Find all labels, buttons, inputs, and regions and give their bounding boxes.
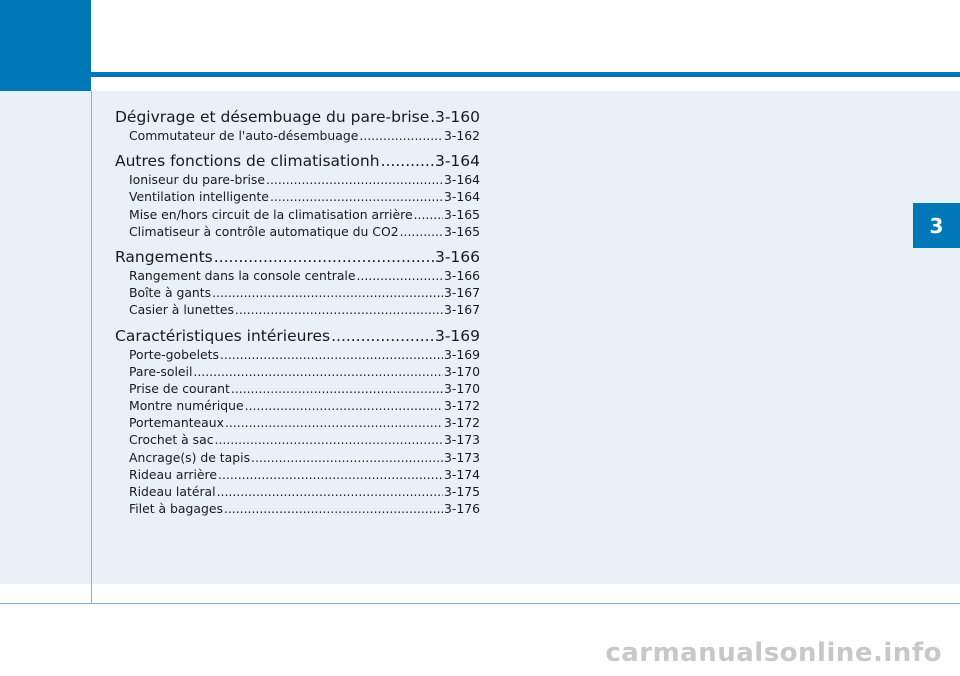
toc-item-page: 3-173 [443,449,480,465]
toc-item-title: Ventilation intelligente [129,189,269,205]
toc-section-title: Dégivrage et désembuage du pare-brise [115,108,430,126]
toc-leader [356,267,443,284]
toc-section-page: 3-166 [434,247,480,266]
toc-section-page: 3-164 [434,152,480,171]
table-of-contents [115,108,480,517]
toc-item-title: Rangement dans la console centrale [129,267,356,283]
margin-rule [91,91,92,603]
toc-item[interactable] [129,449,480,466]
toc-leader [224,500,443,517]
toc-section-page: 3-160 [434,108,480,126]
toc-item[interactable] [129,363,480,380]
toc-leader [414,206,443,223]
toc-item[interactable] [129,267,480,284]
toc-item-title: Portemanteaux [129,415,224,431]
toc-section-page: 3-169 [434,326,480,345]
toc-item[interactable] [129,188,480,205]
toc-item-title: Ancrage(s) de tapis [129,449,251,465]
toc-item-page: 3-164 [443,172,480,188]
toc-item[interactable] [129,171,480,188]
toc-item-page: 3-172 [443,398,480,414]
toc-item[interactable] [129,223,480,240]
toc-leader [214,248,434,267]
toc-item[interactable] [129,414,480,431]
toc-leader [215,431,443,448]
toc-item-page: 3-170 [443,363,480,379]
toc-section-title: Caractéristiques intérieures [115,326,331,345]
watermark: carmanualsonline.info [605,638,942,668]
toc-item-title: Filet à bagages [129,501,223,517]
toc-item-title: Casier à lunettes [129,302,234,318]
toc-section-title: Rangements [115,247,213,266]
toc-section[interactable] [115,152,480,171]
toc-item-title: Montre numérique [129,398,244,414]
toc-leader [235,301,443,318]
toc-item-title: Climatiseur à contrôle automatique du CO2 [129,223,399,239]
toc-item-page: 3-172 [443,415,480,431]
toc-item[interactable] [129,206,480,223]
toc-leader [430,108,434,127]
toc-leader [381,152,434,171]
toc-item-page: 3-170 [443,380,480,396]
toc-item-page: 3-175 [443,484,480,499]
toc-item[interactable] [129,500,480,517]
toc-item-page: 3-167 [443,285,480,301]
toc-leader [212,284,443,301]
toc-item[interactable] [129,284,480,301]
toc-leader [400,223,443,240]
toc-item-title: Commutateur de l'auto-désembuage [129,128,359,143]
toc-leader [266,171,443,188]
toc-leader [217,483,443,500]
toc-item[interactable] [129,301,480,318]
toc-leader [225,414,443,431]
toc-item-page: 3-174 [443,466,480,482]
toc-leader [270,188,443,205]
toc-section[interactable] [115,327,480,346]
toc-leader [218,466,443,483]
chapter-number: 3 [929,213,944,238]
toc-item-page: 3-165 [443,206,480,222]
toc-item-title: Mise en/hors circuit de la climatisation arrière [129,206,413,222]
toc-item-page: 3-164 [443,189,480,205]
toc-section-title: Autres fonctions de climatisationh [115,152,380,171]
toc-item[interactable] [129,127,480,144]
toc-leader [245,397,443,414]
toc-leader [331,327,434,346]
toc-item[interactable] [129,431,480,448]
toc-leader [251,449,443,466]
toc-item-title: Ioniseur du pare-brise [129,172,266,188]
toc-leader [193,363,443,380]
toc-item[interactable] [129,397,480,414]
toc-item[interactable] [129,346,480,363]
toc-leader [231,380,443,397]
toc-item-page: 3-176 [443,501,480,517]
toc-item[interactable] [129,466,480,483]
toc-item-page: 3-166 [443,267,480,283]
toc-item-page: 3-167 [443,302,480,318]
toc-item-title: Prise de courant [129,380,230,396]
toc-item-title: Crochet à sac [129,432,214,448]
toc-item[interactable] [129,483,480,500]
toc-item-title: Rideau latéral [129,484,216,499]
chapter-tab[interactable] [913,203,960,248]
toc-item-page: 3-169 [443,346,480,362]
corner-color-block [0,0,91,91]
toc-item-title: Porte-gobelets [129,346,219,362]
footer-rule [0,603,960,604]
toc-item-page: 3-165 [443,223,480,239]
toc-item-title: Boîte à gants [129,285,212,301]
toc-item-title: Rideau arrière [129,466,217,482]
toc-section[interactable] [115,108,480,127]
toc-leader [220,346,443,363]
toc-item-page: 3-162 [443,128,480,143]
toc-leader [359,127,443,144]
toc-item-title: Pare-soleil [129,363,193,379]
toc-item-page: 3-173 [443,432,480,448]
header-strip [91,77,960,91]
toc-item[interactable] [129,380,480,397]
toc-section[interactable] [115,248,480,267]
